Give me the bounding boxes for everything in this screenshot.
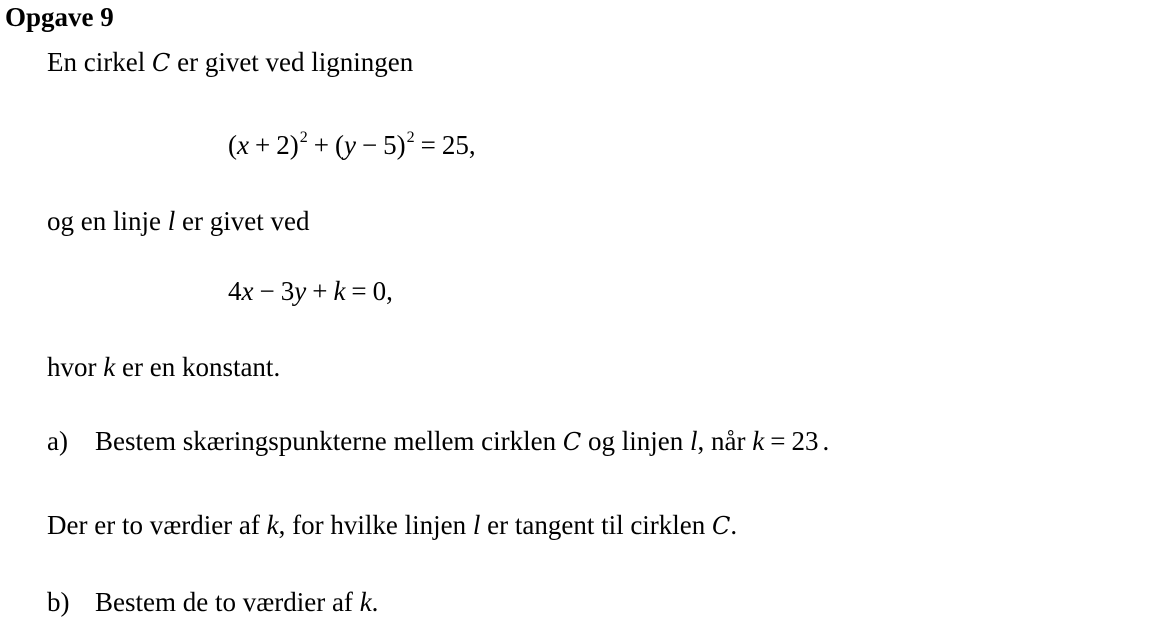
equals-sign: = — [420, 130, 436, 160]
circle-symbol: C — [151, 49, 171, 77]
number-five: 5) — [383, 130, 406, 160]
comma: , — [386, 276, 393, 306]
statement-text: Der er to værdier af — [47, 510, 267, 540]
equals-sign: = — [351, 276, 367, 306]
plus-sign: + — [312, 276, 328, 306]
line-symbol: l — [690, 426, 698, 456]
var-k: k — [359, 587, 372, 617]
line-intro-before: og en linje — [47, 206, 168, 236]
var-k: k — [103, 352, 116, 382]
question-a-text: og linjen — [581, 426, 691, 456]
var-y: y — [294, 276, 307, 306]
radius-squared: 25 — [441, 130, 469, 160]
constant-note — [47, 354, 280, 381]
coefficient-three: 3 — [280, 276, 295, 306]
tangent-statement — [47, 512, 737, 539]
question-b-text: Bestem de to værdier af — [95, 587, 360, 617]
minus-sign: − — [361, 130, 378, 160]
circle-equation — [228, 129, 476, 160]
line-symbol: l — [167, 206, 176, 236]
var-k: k — [266, 510, 279, 540]
statement-text: , for hvilke linjen — [278, 510, 473, 540]
exponent: 2 — [299, 129, 308, 146]
comma: , — [468, 130, 476, 160]
question-a — [47, 428, 829, 455]
equals-sign: = — [770, 426, 786, 456]
var-y: y — [343, 130, 356, 160]
plus-sign: + — [254, 130, 271, 160]
line-intro-after: er givet ved — [175, 206, 310, 236]
question-a-text: , når — [697, 426, 753, 456]
period: . — [730, 510, 738, 540]
period: . — [371, 587, 379, 617]
line-symbol: l — [472, 510, 481, 540]
note-before: hvor — [47, 352, 104, 382]
question-a-text: Bestem skæringspunkterne mellem cirklen — [95, 426, 563, 456]
note-after: er en konstant. — [115, 352, 281, 382]
circle-symbol: C — [562, 428, 582, 456]
paren-open: ( — [228, 130, 237, 160]
paren-open: ( — [334, 130, 344, 160]
coefficient-four: 4 — [228, 276, 242, 306]
var-k: k — [752, 426, 765, 456]
var-x: x — [241, 276, 254, 306]
plus-sign: + — [313, 130, 329, 160]
exercise-title: Opgave 9 — [5, 2, 114, 32]
question-b-label: b) — [47, 587, 70, 617]
var-k: k — [333, 276, 346, 306]
k-value: 23 — [791, 426, 819, 456]
circle-symbol: C — [712, 512, 731, 540]
minus-sign: − — [259, 276, 275, 306]
question-a-label: a) — [47, 426, 68, 456]
line-equation — [228, 278, 393, 305]
statement-text: er tangent til cirklen — [480, 510, 713, 540]
var-x: x — [237, 130, 249, 160]
question-b — [47, 589, 378, 616]
number-zero: 0 — [372, 276, 387, 306]
circle-intro-text — [47, 49, 413, 76]
number-two: 2) — [276, 130, 299, 160]
intro-text-after: er givet ved ligningen — [170, 47, 414, 77]
line-intro-text — [47, 208, 309, 235]
intro-text-before: En cirkel — [47, 47, 152, 77]
exponent: 2 — [406, 129, 415, 146]
period: . — [822, 426, 830, 456]
